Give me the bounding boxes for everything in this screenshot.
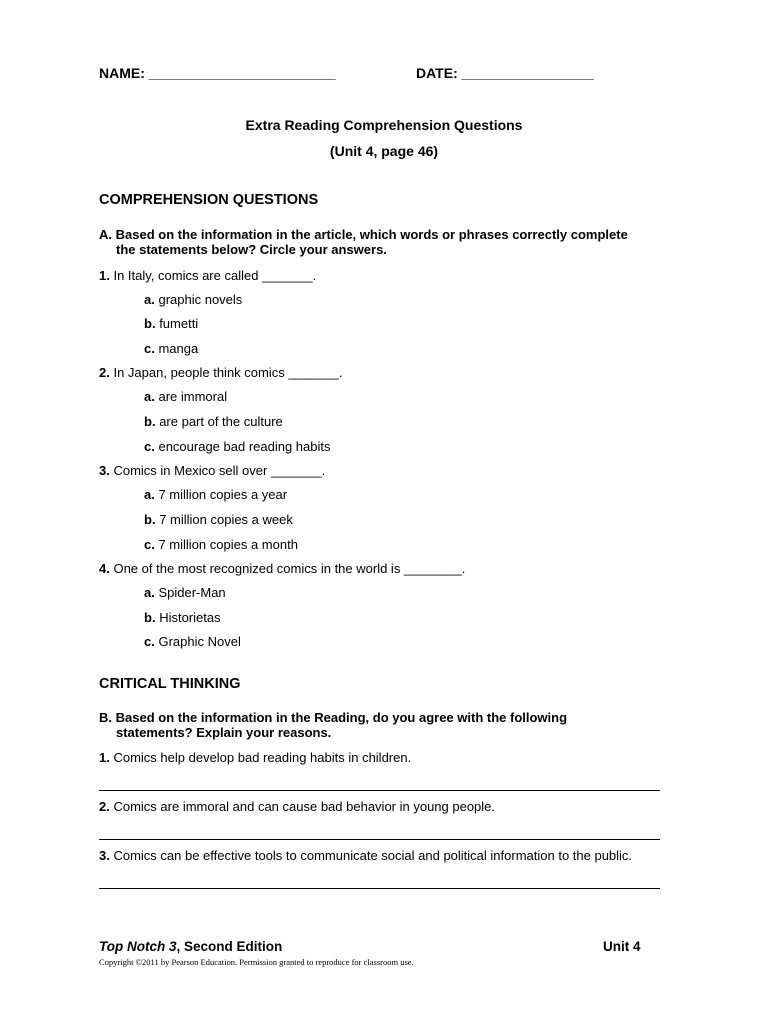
option-2b: [144, 414, 283, 429]
question-4: [99, 561, 465, 576]
question-text: One of the most recognized comics in the world is ________.: [113, 561, 466, 576]
option-letter: a.: [144, 585, 155, 600]
option-3a: [144, 487, 287, 502]
option-1a: [144, 292, 242, 307]
option-1c: [144, 341, 198, 356]
question-text: Comics in Mexico sell over _______.: [113, 463, 326, 478]
option-letter: b.: [144, 512, 156, 527]
answer-line-3[interactable]: [99, 888, 660, 889]
option-2c: [144, 439, 331, 454]
option-3c: [144, 537, 298, 552]
statement-2: [99, 799, 495, 814]
book-edition: , Second Edition: [176, 939, 283, 954]
statement-text: Comics are immoral and can cause bad behavior in young people.: [113, 799, 496, 814]
book-title: Top Notch 3: [99, 939, 177, 954]
date-blank: _________________: [461, 65, 594, 81]
instruction-line-2: the statements below? Circle your answers.: [116, 242, 387, 257]
name-blank: ________________________: [148, 65, 336, 81]
statement-number: 2.: [99, 799, 110, 814]
option-text: 7 million copies a year: [158, 487, 288, 502]
statement-number: 1.: [99, 750, 110, 765]
critical-thinking-heading: CRITICAL THINKING: [99, 676, 241, 692]
footer-unit: Unit 4: [603, 939, 641, 954]
question-text: In Italy, comics are called _______.: [113, 268, 317, 283]
date-field: [416, 65, 594, 81]
instruction-prefix: A.: [99, 227, 112, 242]
option-4c: [144, 634, 241, 649]
option-letter: c.: [144, 537, 155, 552]
statement-3: [99, 848, 632, 863]
question-1: [99, 268, 316, 283]
statement-text: Comics help develop bad reading habits in children.: [113, 750, 412, 765]
comprehension-heading: COMPREHENSION QUESTIONS: [99, 192, 319, 208]
answer-line-1[interactable]: [99, 790, 660, 791]
option-4a: [144, 585, 226, 600]
question-2: [99, 365, 343, 380]
question-number: 2.: [99, 365, 110, 380]
page-subtitle: (Unit 4, page 46): [329, 143, 439, 159]
option-text: encourage bad reading habits: [158, 439, 331, 454]
option-letter: b.: [144, 610, 156, 625]
option-text: Historietas: [159, 610, 221, 625]
copyright-notice: Copyright ©2011 by Pearson Education. Permission granted to reproduce for classroom use.: [99, 957, 414, 967]
option-letter: c.: [144, 439, 155, 454]
option-4b: [144, 610, 221, 625]
instruction-line-2: statements? Explain your reasons.: [116, 725, 332, 740]
statement-text: Comics can be effective tools to communicate social and political information to the public.: [113, 848, 633, 863]
option-text: Graphic Novel: [158, 634, 241, 649]
instruction-line-1: Based on the information in the article, which words or phrases correctly complete: [115, 227, 628, 242]
option-2a: [144, 389, 227, 404]
option-letter: c.: [144, 341, 155, 356]
instruction-line-1: Based on the information in the Reading, do you agree with the following: [115, 710, 568, 725]
question-number: 4.: [99, 561, 110, 576]
statement-1: [99, 750, 411, 765]
option-text: 7 million copies a month: [158, 537, 298, 552]
statement-number: 3.: [99, 848, 110, 863]
option-letter: b.: [144, 414, 156, 429]
footer-book-title: [99, 939, 282, 954]
option-letter: a.: [144, 487, 155, 502]
name-label: NAME:: [99, 65, 145, 81]
name-field: [99, 65, 336, 81]
date-label: DATE:: [416, 65, 458, 81]
option-text: are immoral: [158, 389, 228, 404]
question-text: In Japan, people think comics _______.: [113, 365, 343, 380]
question-3: [99, 463, 325, 478]
option-text: are part of the culture: [159, 414, 283, 429]
critical-instruction: [99, 710, 699, 740]
option-text: manga: [158, 341, 199, 356]
question-number: 3.: [99, 463, 110, 478]
option-text: fumetti: [159, 316, 199, 331]
option-letter: a.: [144, 292, 155, 307]
option-text: 7 million copies a week: [159, 512, 293, 527]
option-letter: c.: [144, 634, 155, 649]
option-text: graphic novels: [158, 292, 243, 307]
option-letter: b.: [144, 316, 156, 331]
answer-line-2[interactable]: [99, 839, 660, 840]
option-1b: [144, 316, 198, 331]
page-title: Extra Reading Comprehension Questions: [245, 117, 523, 133]
instruction-prefix: B.: [99, 710, 112, 725]
option-letter: a.: [144, 389, 155, 404]
comprehension-instruction: [99, 227, 699, 257]
option-3b: [144, 512, 293, 527]
question-number: 1.: [99, 268, 110, 283]
option-text: Spider-Man: [158, 585, 226, 600]
